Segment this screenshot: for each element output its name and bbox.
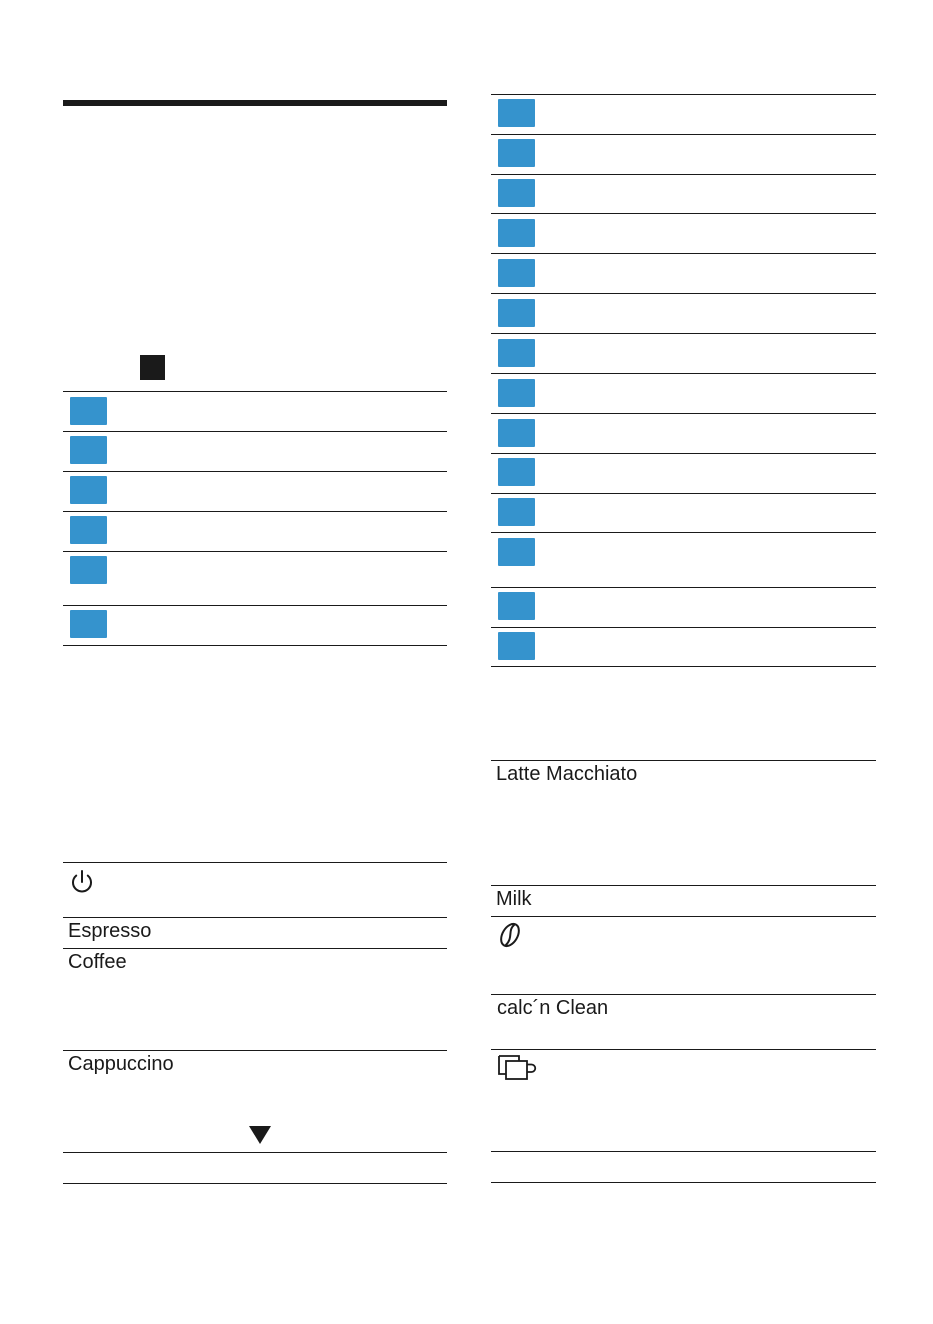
left-button-table-rule: [63, 1050, 447, 1051]
cappuccino-label: Cappuccino: [68, 1053, 174, 1075]
right-table-badge: [498, 259, 535, 287]
right-table-badge: [498, 219, 535, 247]
right-table-rule: [491, 666, 876, 667]
coffee-label: Coffee: [68, 951, 127, 973]
left-table-rule: [63, 431, 447, 432]
right-table-rule: [491, 587, 876, 588]
left-table-badge: [70, 610, 107, 638]
right-table-badge: [498, 419, 535, 447]
right-button-table-rule: [491, 760, 876, 761]
right-table-badge: [498, 139, 535, 167]
right-table-rule: [491, 253, 876, 254]
left-table-rule: [63, 605, 447, 606]
right-table-badge: [498, 99, 535, 127]
right-table-badge: [498, 458, 535, 486]
left-button-table-rule: [63, 1183, 447, 1184]
right-table-rule: [491, 174, 876, 175]
right-table-rule: [491, 532, 876, 533]
right-table-rule: [491, 373, 876, 374]
right-table-rule: [491, 213, 876, 214]
right-table-badge: [498, 339, 535, 367]
left-table-badge: [70, 436, 107, 464]
milk-label: Milk: [496, 888, 532, 910]
right-table-rule: [491, 333, 876, 334]
right-table-rule: [491, 453, 876, 454]
left-button-table-rule: [63, 948, 447, 949]
two-cups-icon: [497, 1054, 539, 1082]
left-table-rule: [63, 511, 447, 512]
right-table-rule: [491, 627, 876, 628]
right-button-table-rule: [491, 994, 876, 995]
section-heading-rule: [63, 100, 447, 106]
right-table-rule: [491, 134, 876, 135]
left-table-rule: [63, 551, 447, 552]
left-table-badge: [70, 556, 107, 584]
right-table-badge: [498, 179, 535, 207]
right-table-badge: [498, 538, 535, 566]
calc-n-clean-label: calc´n Clean: [497, 997, 609, 1019]
left-table-badge: [70, 397, 107, 425]
right-table-badge: [498, 379, 535, 407]
left-table-rule: [63, 391, 447, 392]
left-button-table-rule: [63, 1152, 447, 1153]
right-button-table-rule: [491, 916, 876, 917]
latte-macchiato-label: Latte Macchiato: [496, 763, 638, 785]
right-button-table-rule: [491, 1049, 876, 1050]
right-table-badge: [498, 498, 535, 526]
power-icon: [67, 867, 97, 897]
espresso-label: Espresso: [68, 920, 152, 942]
left-table-badge: [70, 516, 107, 544]
right-button-table-rule: [491, 885, 876, 886]
left-button-table-rule: [63, 862, 447, 863]
right-table-rule: [491, 293, 876, 294]
left-table-rule: [63, 471, 447, 472]
right-button-table-rule: [491, 1151, 876, 1152]
right-table-rule: [491, 94, 876, 95]
right-button-table-rule: [491, 1182, 876, 1183]
left-table-badge: [70, 476, 107, 504]
black-square-icon: [140, 355, 165, 380]
right-table-rule: [491, 413, 876, 414]
right-table-rule: [491, 493, 876, 494]
right-table-badge: [498, 299, 535, 327]
arrow-down-icon: [248, 1125, 272, 1145]
left-button-table-rule: [63, 917, 447, 918]
right-table-badge: [498, 592, 535, 620]
right-table-badge: [498, 632, 535, 660]
left-table-rule: [63, 645, 447, 646]
coffee-bean-icon: [497, 920, 523, 950]
